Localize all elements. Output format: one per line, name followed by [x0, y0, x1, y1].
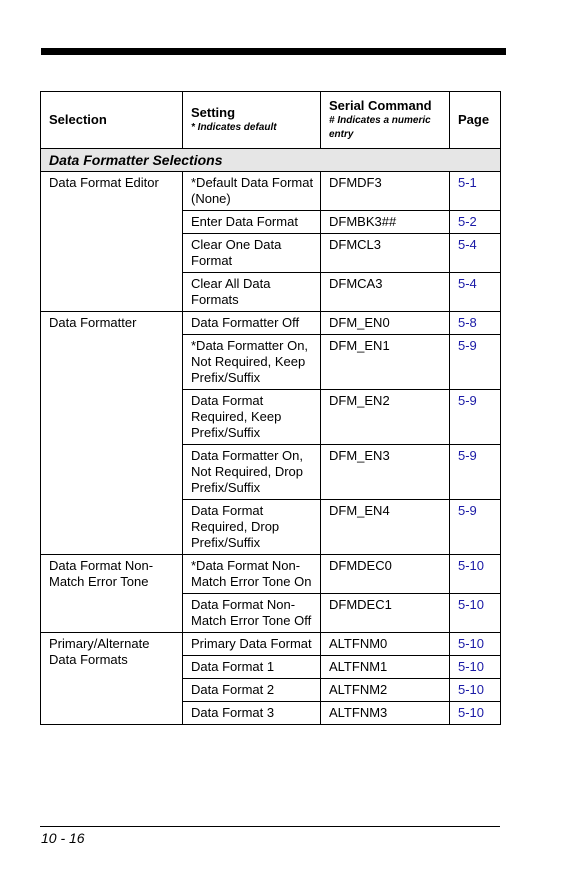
page-link[interactable]: 5-9: [450, 500, 501, 555]
page-number: 10 - 16: [41, 830, 85, 846]
serial-command-cell: ALTFNM2: [321, 679, 450, 702]
setting-cell: Data Format 3: [183, 702, 321, 725]
section-header-row: [41, 149, 501, 172]
page-link[interactable]: 5-8: [450, 312, 501, 335]
serial-command-cell: DFM_EN3: [321, 445, 450, 500]
header-serial-command: Serial Command # Indicates a numeric entry: [321, 92, 450, 149]
setting-cell: Data Format 2: [183, 679, 321, 702]
footer-rule: [40, 826, 500, 827]
serial-command-cell: DFMCA3: [321, 273, 450, 312]
setting-cell: Primary Data Format: [183, 633, 321, 656]
selection-cell: Primary/Alternate Data Formats: [41, 633, 183, 725]
serial-command-cell: DFMDEC0: [321, 555, 450, 594]
default-note: * Indicates default: [191, 122, 277, 133]
serial-command-cell: DFM_EN0: [321, 312, 450, 335]
page-link[interactable]: 5-9: [450, 335, 501, 390]
selection-cell: Data Format Editor: [41, 172, 183, 312]
setting-cell: Data Format 1: [183, 656, 321, 679]
page-link[interactable]: 5-2: [450, 211, 501, 234]
serial-command-cell: ALTFNM1: [321, 656, 450, 679]
table-row: [41, 633, 501, 656]
setting-cell: Clear One Data Format: [183, 234, 321, 273]
table-row: [41, 555, 501, 594]
table-header-row: [41, 92, 501, 149]
page-link[interactable]: 5-4: [450, 234, 501, 273]
serial-command-cell: ALTFNM0: [321, 633, 450, 656]
setting-cell: *Default Data Format (None): [183, 172, 321, 211]
table-row: [41, 172, 501, 211]
header-page: Page: [450, 92, 501, 149]
top-rule-bar: [41, 48, 506, 55]
serial-command-cell: DFM_EN4: [321, 500, 450, 555]
setting-cell: Enter Data Format: [183, 211, 321, 234]
serial-command-cell: DFMDEC1: [321, 594, 450, 633]
setting-cell: Data Format Required, Drop Prefix/Suffix: [183, 500, 321, 555]
serial-command-cell: DFM_EN2: [321, 390, 450, 445]
selection-cell: Data Format Non-Match Error Tone: [41, 555, 183, 633]
serial-command-cell: DFMDF3: [321, 172, 450, 211]
page-link[interactable]: 5-10: [450, 555, 501, 594]
serial-command-cell: DFMBK3##: [321, 211, 450, 234]
page-link[interactable]: 5-10: [450, 702, 501, 725]
serial-command-table: [40, 91, 501, 725]
page-link[interactable]: 5-9: [450, 445, 501, 500]
setting-cell: *Data Formatter On, Not Required, Keep Prefix/Suffix: [183, 335, 321, 390]
page-link[interactable]: 5-10: [450, 633, 501, 656]
setting-cell: Clear All Data Formats: [183, 273, 321, 312]
header-setting: Setting * Indicates default: [183, 92, 321, 149]
header-selection: Selection: [41, 92, 183, 149]
setting-cell: Data Formatter On, Not Required, Drop Prefix/Suffix: [183, 445, 321, 500]
setting-cell: Data Format Non-Match Error Tone Off: [183, 594, 321, 633]
page-link[interactable]: 5-4: [450, 273, 501, 312]
page-link[interactable]: 5-1: [450, 172, 501, 211]
setting-cell: *Data Format Non-Match Error Tone On: [183, 555, 321, 594]
setting-cell: Data Formatter Off: [183, 312, 321, 335]
setting-cell: Data Format Required, Keep Prefix/Suffix: [183, 390, 321, 445]
serial-command-cell: ALTFNM3: [321, 702, 450, 725]
numeric-entry-note: # Indicates a numeric entry: [329, 115, 431, 140]
page-link[interactable]: 5-9: [450, 390, 501, 445]
page-link[interactable]: 5-10: [450, 679, 501, 702]
page-link[interactable]: 5-10: [450, 656, 501, 679]
serial-command-cell: DFMCL3: [321, 234, 450, 273]
selection-cell: Data Formatter: [41, 312, 183, 555]
serial-command-cell: DFM_EN1: [321, 335, 450, 390]
page-link[interactable]: 5-10: [450, 594, 501, 633]
table-row: [41, 312, 501, 335]
section-title: Data Formatter Selections: [41, 149, 501, 172]
